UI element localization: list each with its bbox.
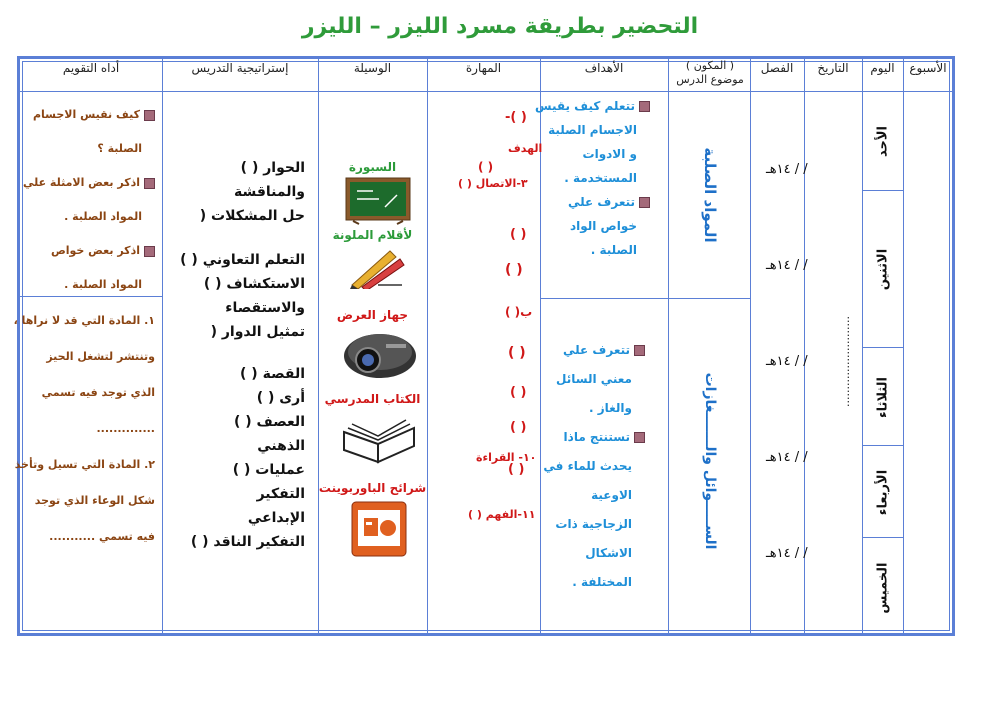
evaluation-line: فيه تسمي ...........: [49, 530, 155, 543]
strategy-item: الحوار ( ): [240, 160, 305, 176]
header-date: التاريخ: [817, 61, 849, 75]
projector-icon: [338, 322, 420, 384]
strategy-item: العصف ( ): [234, 414, 305, 430]
header-day: اليوم: [870, 61, 895, 75]
objective-line: و الادوات: [582, 147, 637, 161]
header-topic: ( المكون ) موضوع الدرس: [676, 59, 744, 86]
skill-item: ( )-: [505, 110, 527, 125]
pencils-icon: [348, 245, 406, 289]
evaluation-line: ..............: [96, 422, 155, 435]
strategy-item: الإبداعي: [247, 510, 305, 526]
evaluation-block2: [14, 303, 155, 555]
bullet-icon: [634, 432, 645, 443]
header-tools: الوسيلة: [353, 61, 392, 75]
evaluation-line: شكل الوعاء الذي توجد: [34, 494, 155, 507]
day-wednesday: الأربعاء: [875, 469, 891, 516]
section-line: [540, 298, 750, 299]
objective-line: يحدث للماء في: [543, 459, 632, 473]
objectives-block2: [543, 336, 645, 597]
book-icon: [340, 414, 418, 464]
header-class: الفصل: [760, 61, 794, 75]
tool-powerpoint-label: شرائح الباوربوينت: [318, 481, 427, 495]
strategies-list: [180, 156, 305, 554]
tool-projector-label: جهاز العرض: [336, 308, 409, 322]
strategy-item: تمثيل الدوار (: [210, 324, 305, 340]
skill-item: ( ): [510, 420, 527, 435]
date-cell: / / ١٤هـ: [766, 258, 808, 273]
lesson-table: [17, 56, 955, 636]
week-dots: ..........................: [838, 316, 852, 407]
strategy-item: أرى ( ): [256, 390, 305, 406]
skill-item: الهدف: [508, 142, 543, 155]
strategy-item: القصة ( ): [240, 366, 305, 382]
strategy-item: الاستكشاف ( ): [203, 276, 305, 292]
objective-line: الزجاجية ذات: [555, 517, 632, 531]
col-line: [903, 59, 904, 634]
col-line: [750, 59, 751, 634]
evaluation-line: اذكر بعض خواص: [50, 244, 140, 257]
objective-line: خواص الواد: [569, 219, 637, 233]
skill-item: ( ): [505, 262, 523, 278]
header-line: [20, 91, 952, 92]
skill-item: ( ): [510, 227, 527, 242]
objective-line: الاشكال: [585, 546, 632, 560]
day-thursday: الخميس: [875, 562, 891, 614]
col-line: [318, 59, 319, 634]
tool-pens-label: لأقلام الملونة: [332, 228, 413, 242]
skill-item: ٣-الاتصال ( ): [458, 177, 528, 190]
skill-item: ( ): [508, 462, 525, 477]
objective-line: تتعرف علي: [563, 343, 630, 357]
row-line: [862, 537, 903, 538]
topic-solids: المواد الصلبة: [701, 147, 719, 243]
evaluation-line: وتنتشر لتشغل الحيز: [46, 350, 155, 363]
bullet-icon: [144, 246, 155, 257]
header-strategy: إستراتيجية التدريس: [191, 61, 289, 75]
objective-line: تتعلم كيف يقيس: [534, 99, 635, 113]
col-line: [162, 59, 163, 634]
objective-line: الاجسام الصلبة: [548, 123, 637, 137]
skill-item: ( ): [508, 345, 526, 361]
topic-liquids-gases: الســـــوائل والـــــــغازات: [702, 372, 718, 550]
evaluation-line: ١. المادة التي قد لا نراها ،: [13, 314, 155, 327]
bullet-icon: [639, 101, 650, 112]
evaluation-line: كيف نقيس الاجسام: [32, 108, 140, 121]
col-line: [427, 59, 428, 634]
skill-item: ١١-الفهم ( ): [468, 508, 536, 521]
evaluation-line: المواد الصلبة .: [64, 210, 142, 223]
strategy-item: التفكير: [256, 486, 305, 502]
header-objectives: الأهداف: [584, 61, 624, 75]
bullet-icon: [634, 345, 645, 356]
objective-line: معني السائل: [556, 372, 632, 386]
header-skill: المهارة: [465, 61, 502, 75]
header-week: الأسبوع: [909, 61, 947, 75]
strategy-item: الذهني: [257, 438, 305, 454]
evaluation-line: الذي توجد فيه تسمي: [41, 386, 155, 399]
skill-item: ب( ): [505, 305, 533, 319]
col-line: [668, 59, 669, 634]
date-cell: / / ١٤هـ: [766, 354, 808, 369]
date-cell: / / ١٤هـ: [766, 450, 808, 465]
day-sunday: الأحد: [875, 126, 891, 158]
objective-line: تستنتج ماذا: [563, 430, 630, 444]
objective-line: الاوعية: [591, 488, 632, 502]
date-cell: / / ١٤هـ: [766, 546, 808, 561]
evaluation-line: ٢. المادة التي تسيل وتأخذ: [14, 458, 155, 471]
bullet-icon: [639, 197, 650, 208]
evaluation-line: اذكر بعض الامثلة علي: [22, 176, 140, 189]
skill-item: ( ): [510, 385, 527, 400]
strategy-item: التفكير الناقد ( ): [190, 534, 305, 550]
tool-board-label: السبورة: [348, 160, 397, 174]
chalkboard-icon: [345, 177, 411, 225]
objective-line: تتعرف علي: [568, 195, 635, 209]
strategy-item: التعلم التعاوني ( ): [180, 252, 305, 268]
objectives-block1: [535, 94, 650, 262]
row-line: [862, 347, 903, 348]
row-line: [862, 445, 903, 446]
evaluation-block1: [23, 98, 155, 302]
bullet-icon: [144, 110, 155, 121]
strategy-item: والاستقصاء: [225, 300, 305, 316]
skill-item: ( ): [478, 160, 494, 174]
evaluation-line: الصلبة ؟: [97, 142, 142, 155]
day-monday: الاثنين: [875, 248, 891, 291]
date-cell: / / ١٤هـ: [766, 162, 808, 177]
header-evaluation: أداه التقويم: [62, 61, 120, 75]
objective-line: الصلبة .: [590, 243, 637, 257]
strategy-item: عمليات ( ): [232, 462, 305, 478]
objective-line: المستخدمة .: [564, 171, 637, 185]
skill-item: ١٠- القراءة: [476, 451, 537, 464]
objective-line: والغاز .: [588, 401, 632, 415]
day-tuesday: الثلاثاء: [875, 377, 891, 418]
objective-line: المختلفة .: [572, 575, 632, 589]
page-title: التحضير بطريقة مسرد الليزر – الليزر: [301, 14, 699, 39]
evaluation-line: المواد الصلبة .: [64, 278, 142, 291]
powerpoint-icon: [350, 500, 408, 558]
strategy-item: والمناقشة: [233, 184, 305, 200]
row-line: [862, 190, 903, 191]
tool-textbook-label: الكتاب المدرسي: [324, 392, 421, 406]
strategy-item: حل المشكلات (: [199, 208, 305, 224]
bullet-icon: [144, 178, 155, 189]
